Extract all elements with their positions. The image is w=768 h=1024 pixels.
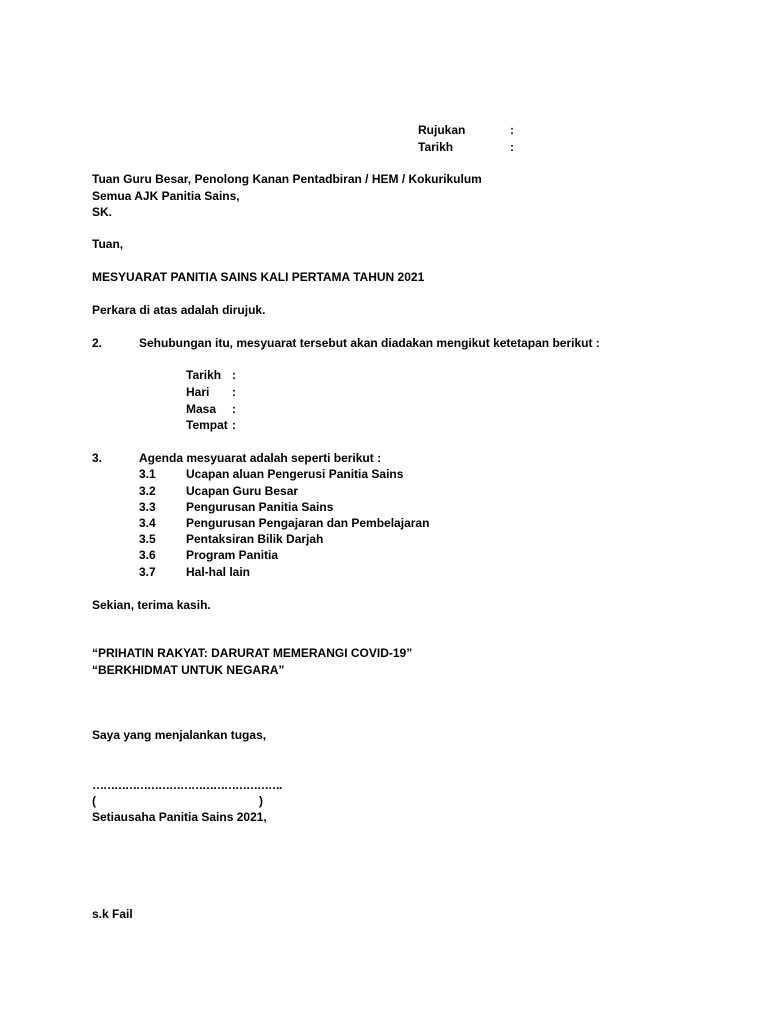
tarikh-label: Tarikh [418,140,454,154]
paragraph-3-number: 3. [92,451,103,465]
agenda-item: Program Panitia [186,548,279,562]
slogan-2: “BERKHIDMAT UNTUK NEGARA” [92,663,285,677]
agenda-number: 3.4 [139,516,156,530]
signature-title: Setiausaha Panitia Sains 2021, [92,810,267,824]
detail-colon: : [232,385,236,399]
subject-heading: MESYUARAT PANITIA SAINS KALI PERTAMA TAHUN 2021 [92,270,425,284]
paragraph-2-text: Sehubungan itu, mesyuarat tersebut akan diadakan mengikut ketetapan berikut : [139,336,600,350]
tarikh-colon: : [510,140,514,154]
detail-label-hari: Hari [186,385,210,399]
agenda-number: 3.3 [139,500,156,514]
agenda-item: Pengurusan Pengajaran dan Pembelajaran [186,516,430,530]
detail-label-tarikh: Tarikh [186,368,222,382]
recipient-line-2: Semua AJK Panitia Sains, [92,189,240,203]
agenda-number: 3.1 [139,467,156,481]
detail-colon: : [232,418,236,432]
closing: Sekian, terima kasih. [92,598,211,612]
cc-file: s.k Fail [92,907,133,921]
signature-dots: ……………………………………………. [92,778,282,792]
detail-colon: : [232,368,236,382]
agenda-number: 3.7 [139,565,156,579]
signature-open-paren: ( [92,794,96,808]
salutation: Tuan, [92,237,124,251]
detail-colon: : [232,402,236,416]
agenda-number: 3.2 [139,484,156,498]
detail-label-tempat: Tempat [186,418,228,432]
slogan-1: “PRIHATIN RAKYAT: DARURAT MEMERANGI COVID-19” [92,646,413,660]
recipient-line-1: Tuan Guru Besar, Penolong Kanan Pentadbiran / HEM / Kokurikulum [92,172,482,186]
signature-close-paren: ) [259,794,263,808]
rujukan-colon: : [510,123,514,137]
agenda-item: Pengurusan Panitia Sains [186,500,334,514]
agenda-item: Ucapan aluan Pengerusi Panitia Sains [186,467,404,481]
agenda-item: Ucapan Guru Besar [186,484,299,498]
detail-label-masa: Masa [186,402,217,416]
paragraph-2-number: 2. [92,336,103,350]
paragraph-3-text: Agenda mesyuarat adalah seperti berikut : [139,451,382,465]
agenda-item: Pentaksiran Bilik Darjah [186,532,324,546]
recipient-line-3: SK. [92,205,113,219]
duty-line: Saya yang menjalankan tugas, [92,728,267,742]
paragraph-1: Perkara di atas adalah dirujuk. [92,303,266,317]
agenda-item: Hal-hal lain [186,565,251,579]
rujukan-label: Rujukan [418,123,466,137]
agenda-number: 3.5 [139,532,156,546]
agenda-number: 3.6 [139,548,156,562]
